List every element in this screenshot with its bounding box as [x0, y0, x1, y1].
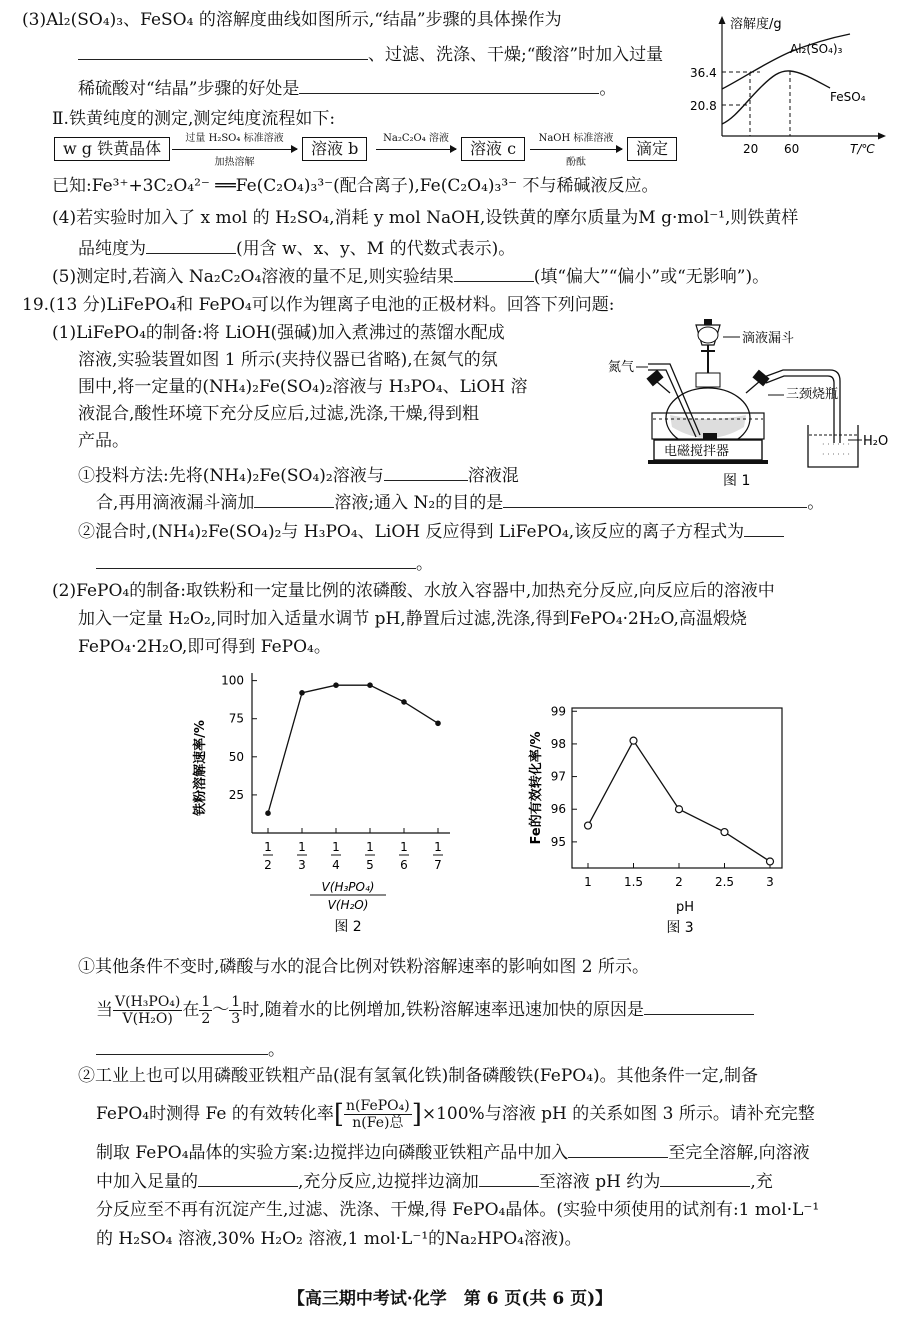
fig2-data-point [299, 690, 305, 696]
answer-blank[interactable] [198, 1170, 298, 1187]
label-nitrogen: 氮气 [608, 360, 635, 375]
answer-blank[interactable] [96, 1038, 268, 1055]
fig3-xtick-label: 2.5 [714, 875, 735, 889]
q2-1-line1: ①其他条件不变时,磷酸与水的混合比例对铁粉溶解速率的影响如图 2 所示。 [78, 957, 650, 977]
fig2-ytick-label: 75 [228, 711, 244, 726]
fig2-ytick-label: 25 [228, 787, 244, 802]
series-fe-label: FeSO₄ [830, 90, 866, 104]
answer-blank[interactable] [299, 77, 599, 94]
page-footer: 【高三期中考试·化学 第 6 页(共 6 页)】 [287, 1289, 613, 1309]
fig2-ytick-label: 50 [228, 749, 244, 764]
answer-blank[interactable] [503, 491, 807, 508]
fig2-xtick-num: 1 [298, 840, 306, 854]
q19-p2-line2: 加入一定量 H₂O₂,同时加入适量水调节 pH,静置后过滤,洗涤,得到FePO₄·2H₂O,高温煅烧 [78, 609, 747, 629]
fig2-xtick-den: 3 [298, 858, 306, 872]
fig2-xlabel-den: V(H₂O) [327, 898, 369, 912]
fig3-ylabel: Fe的有效转化率/% [529, 731, 544, 845]
figure-1-caption: 图 1 [723, 473, 751, 489]
fig3-xtick-label: 3 [766, 875, 774, 889]
sol-ytick-1: 36.4 [690, 66, 717, 80]
answer-blank[interactable] [660, 1170, 750, 1187]
solubility-chart [690, 8, 895, 158]
fig3-ytick-label: 98 [550, 736, 566, 751]
fig3-xtick-label: 2 [675, 875, 683, 889]
fig2-xtick-den: 6 [400, 858, 408, 872]
fig3-xtick-label: 1.5 [623, 875, 644, 889]
q19-p2-line3: FePO₄·2H₂O,即可得到 FePO₄。 [78, 637, 331, 657]
q4-line2: 品纯度为 (用含 w、x、y、M 的代数式表示)。 [78, 239, 516, 259]
q19-s1-line1: ①投料方法:先将(NH₄)₂Fe(SO₄)₂溶液与 溶液混 [78, 466, 519, 486]
series-al-label: Al₂(SO₄)₃ [790, 42, 843, 56]
fig2-xtick-den: 7 [434, 858, 442, 872]
q19-s1-line2: 合,再用滴液漏斗滴加 溶液;通入 N₂的目的是 。 [96, 493, 825, 513]
label-funnel: 滴液漏斗 [742, 331, 795, 346]
figure-2-chart [180, 665, 460, 940]
fig2-data-point [401, 699, 407, 705]
fig2-xtick-den: 4 [332, 858, 340, 872]
flow-box-3: 溶液 c [461, 137, 525, 161]
fig3-ytick-label: 95 [550, 834, 566, 849]
svg-text:· · · · · ·: · · · · · · [822, 450, 850, 459]
fig2-xtick-num: 1 [332, 840, 340, 854]
fig3-data-point [676, 806, 683, 813]
label-flask: 三颈烧瓶 [786, 387, 839, 402]
q19-p1-line1: (1)LiFePO₄的制备:将 LiOH(强碱)加入煮沸过的蒸馏水配成 [52, 323, 505, 343]
flow-arrow3-bottom: 酚酞 [566, 157, 586, 168]
svg-text:· · · · · ·: · · · · · · [822, 440, 850, 449]
fig2-caption: 图 2 [334, 919, 362, 935]
fig2-data-point [367, 682, 373, 688]
sol-xtick-2: 60 [784, 142, 800, 156]
q3-line3: 稀硫酸对“结晶”步骤的好处是 。 [78, 79, 617, 99]
q19-p1-line4: 液混合,酸性环境下充分反应后,过滤,洗涤,干燥,得到粗 [78, 404, 480, 424]
fig2-series-line [268, 685, 438, 813]
fig3-ytick-label: 96 [550, 802, 566, 817]
answer-blank[interactable] [644, 998, 754, 1015]
section2-title: Ⅱ.铁黄纯度的测定,测定纯度流程如下: [52, 109, 336, 129]
flow-box-4: 滴定 [627, 137, 677, 161]
q2-2-line5: 分反应至不再有沉淀产生,过滤、洗涤、干燥,得 FePO₄晶体。(实验中须使用的试剂有:1 mol·L⁻¹ [96, 1200, 820, 1220]
fig2-xtick-num: 1 [434, 840, 442, 854]
fig2-data-point [435, 720, 441, 726]
q5-line: (5)测定时,若滴入 Na₂C₂O₄溶液的量不足,则实验结果 (填“偏大”“偏小”或“无影响”)。 [52, 267, 770, 287]
answer-blank[interactable] [146, 237, 236, 254]
label-stirrer: 电磁搅拌器 [664, 444, 730, 459]
sol-ytick-2: 20.8 [690, 99, 717, 113]
flow-arrow1-top: 过量 H₂SO₄ 标准溶液 [185, 133, 284, 144]
q4-line1: (4)若实验时加入了 x mol 的 H₂SO₄,消耗 y mol NaOH,设铁黄的摩尔质量为M g·mol⁻¹,则铁黄样 [52, 208, 799, 228]
flow-box-2: 溶液 b [302, 137, 367, 161]
figure-3-chart [520, 698, 790, 940]
q19-p1-line3: 围中,将一定量的(NH₄)₂Fe(SO₄)₂溶液与 H₃PO₄、LiOH 溶 [78, 377, 528, 397]
flow-arrow1-bottom: 加热溶解 [214, 157, 255, 168]
fig2-ytick-label: 100 [221, 673, 244, 688]
flow-box-1: w g 铁黄晶体 [54, 137, 170, 161]
answer-blank[interactable] [96, 552, 416, 569]
q2-2-line2: FePO₄时测得 Fe 的有效转化率[ $\frac{\text{n(FePO₄)}}{\text{n(Fe)总}}$ ]×100%与溶液 pH 的关系如图 3 所示。请补充完整 [96, 1098, 815, 1131]
q19-title: 19.(13 分)LiFePO₄和 FePO₄可以作为锂离子电池的正极材料。回答下列问题: [22, 295, 615, 315]
fig2-data-point [265, 810, 271, 816]
fig2-data-point [333, 682, 339, 688]
flow-arrow3-top: NaOH 标准溶液 [538, 133, 614, 144]
q2-2-line1: ②工业上也可以用磷酸亚铁粗产品(混有氢氧化铁)制备磷酸铁(FePO₄)。其他条件一定,制备 [78, 1066, 759, 1086]
q19-s2-line2: 。 [96, 552, 433, 575]
flow-arrow-3 [530, 149, 622, 150]
fig3-ytick-label: 99 [550, 704, 566, 719]
fig3-data-point [721, 829, 728, 836]
sol-ylabel: 溶解度/g [730, 17, 782, 32]
fig3-xlabel: pH [675, 900, 695, 915]
fig3-xtick-label: 1 [584, 875, 592, 889]
fig3-data-point [630, 737, 637, 744]
q19-p2-line1: (2)FePO₄的制备:取铁粉和一定量比例的浓磷酸、水放入容器中,加热充分反应,向反应后的溶液中 [52, 581, 775, 601]
answer-blank[interactable] [78, 43, 368, 60]
fig2-xtick-den: 5 [366, 858, 374, 872]
fig3-data-point [767, 858, 774, 865]
figure-1-apparatus [608, 315, 898, 490]
fig2-ylabel: 铁粉溶解速率/% [193, 720, 208, 816]
q19-p1-line2: 溶液,实验装置如图 1 所示(夹持仪器已省略),在氮气的氛 [78, 350, 498, 370]
sol-xlabel: T/℃ [850, 142, 875, 156]
fig2-xlabel-num: V(H₃PO₄) [321, 880, 375, 894]
fig2-xtick-den: 2 [264, 858, 272, 872]
answer-blank[interactable] [384, 464, 468, 481]
answer-blank[interactable] [744, 520, 784, 537]
q2-2-line4: 中加入足量的 ,充分反应,边搅拌边滴加 至溶液 pH 约为 ,充 [96, 1172, 773, 1192]
answer-blank[interactable] [568, 1141, 668, 1158]
q2-1-line2: 当 $\frac{\text{V(H₃PO₄)}}{\text{V(H₂O)}}$ 在 $\frac{1}{2}$ ～ $\frac{1}{3}$ 时,随着水的比例增加,铁粉溶解速率迅速加快的原因是 [96, 990, 754, 1030]
fig2-xtick-num: 1 [400, 840, 408, 854]
sol-xtick-1: 20 [743, 142, 759, 156]
q2-2-line3: 制取 FePO₄晶体的实验方案:边搅拌边向磷酸亚铁粗产品中加入 至完全溶解,向溶液 [96, 1143, 810, 1163]
label-water: H₂O [863, 434, 889, 449]
fe-curve [722, 71, 830, 124]
q3-line2: 、过滤、洗涤、干燥;“酸溶”时加入过量 [78, 43, 663, 66]
known-equation: 已知:Fe³⁺+3C₂O₄²⁻ ══Fe(C₂O₄)₃³⁻(配合离子),Fe(C₂O₄)₃³⁻ 不与稀碱液反应。 [52, 176, 659, 196]
flow-arrow-2 [376, 149, 456, 150]
fig3-series-line [588, 741, 770, 862]
q2-1-line3: 。 [96, 1038, 285, 1061]
fig3-caption: 图 3 [666, 920, 694, 936]
fig3-ytick-label: 97 [550, 769, 566, 784]
flow-arrow-1 [172, 149, 297, 150]
answer-blank[interactable] [479, 1170, 539, 1187]
q2-2-line6: 的 H₂SO₄ 溶液,30% H₂O₂ 溶液,1 mol·L⁻¹的Na₂HPO₄溶液)。 [96, 1229, 582, 1249]
answer-blank[interactable] [454, 265, 534, 282]
q3-line1: (3)Al₂(SO₄)₃、FeSO₄ 的溶解度曲线如图所示,“结晶”步骤的具体操作为 [22, 10, 562, 30]
answer-blank[interactable] [254, 491, 334, 508]
flow-arrow2-top: Na₂C₂O₄ 溶液 [383, 133, 449, 144]
fig2-xtick-num: 1 [366, 840, 374, 854]
q19-s2-line1: ②混合时,(NH₄)₂Fe(SO₄)₂与 H₃PO₄、LiOH 反应得到 LiFePO₄,该反应的离子方程式为 [78, 520, 784, 543]
fig2-xtick-num: 1 [264, 840, 272, 854]
q19-p1-line5: 产品。 [78, 431, 129, 451]
fig3-data-point [585, 822, 592, 829]
